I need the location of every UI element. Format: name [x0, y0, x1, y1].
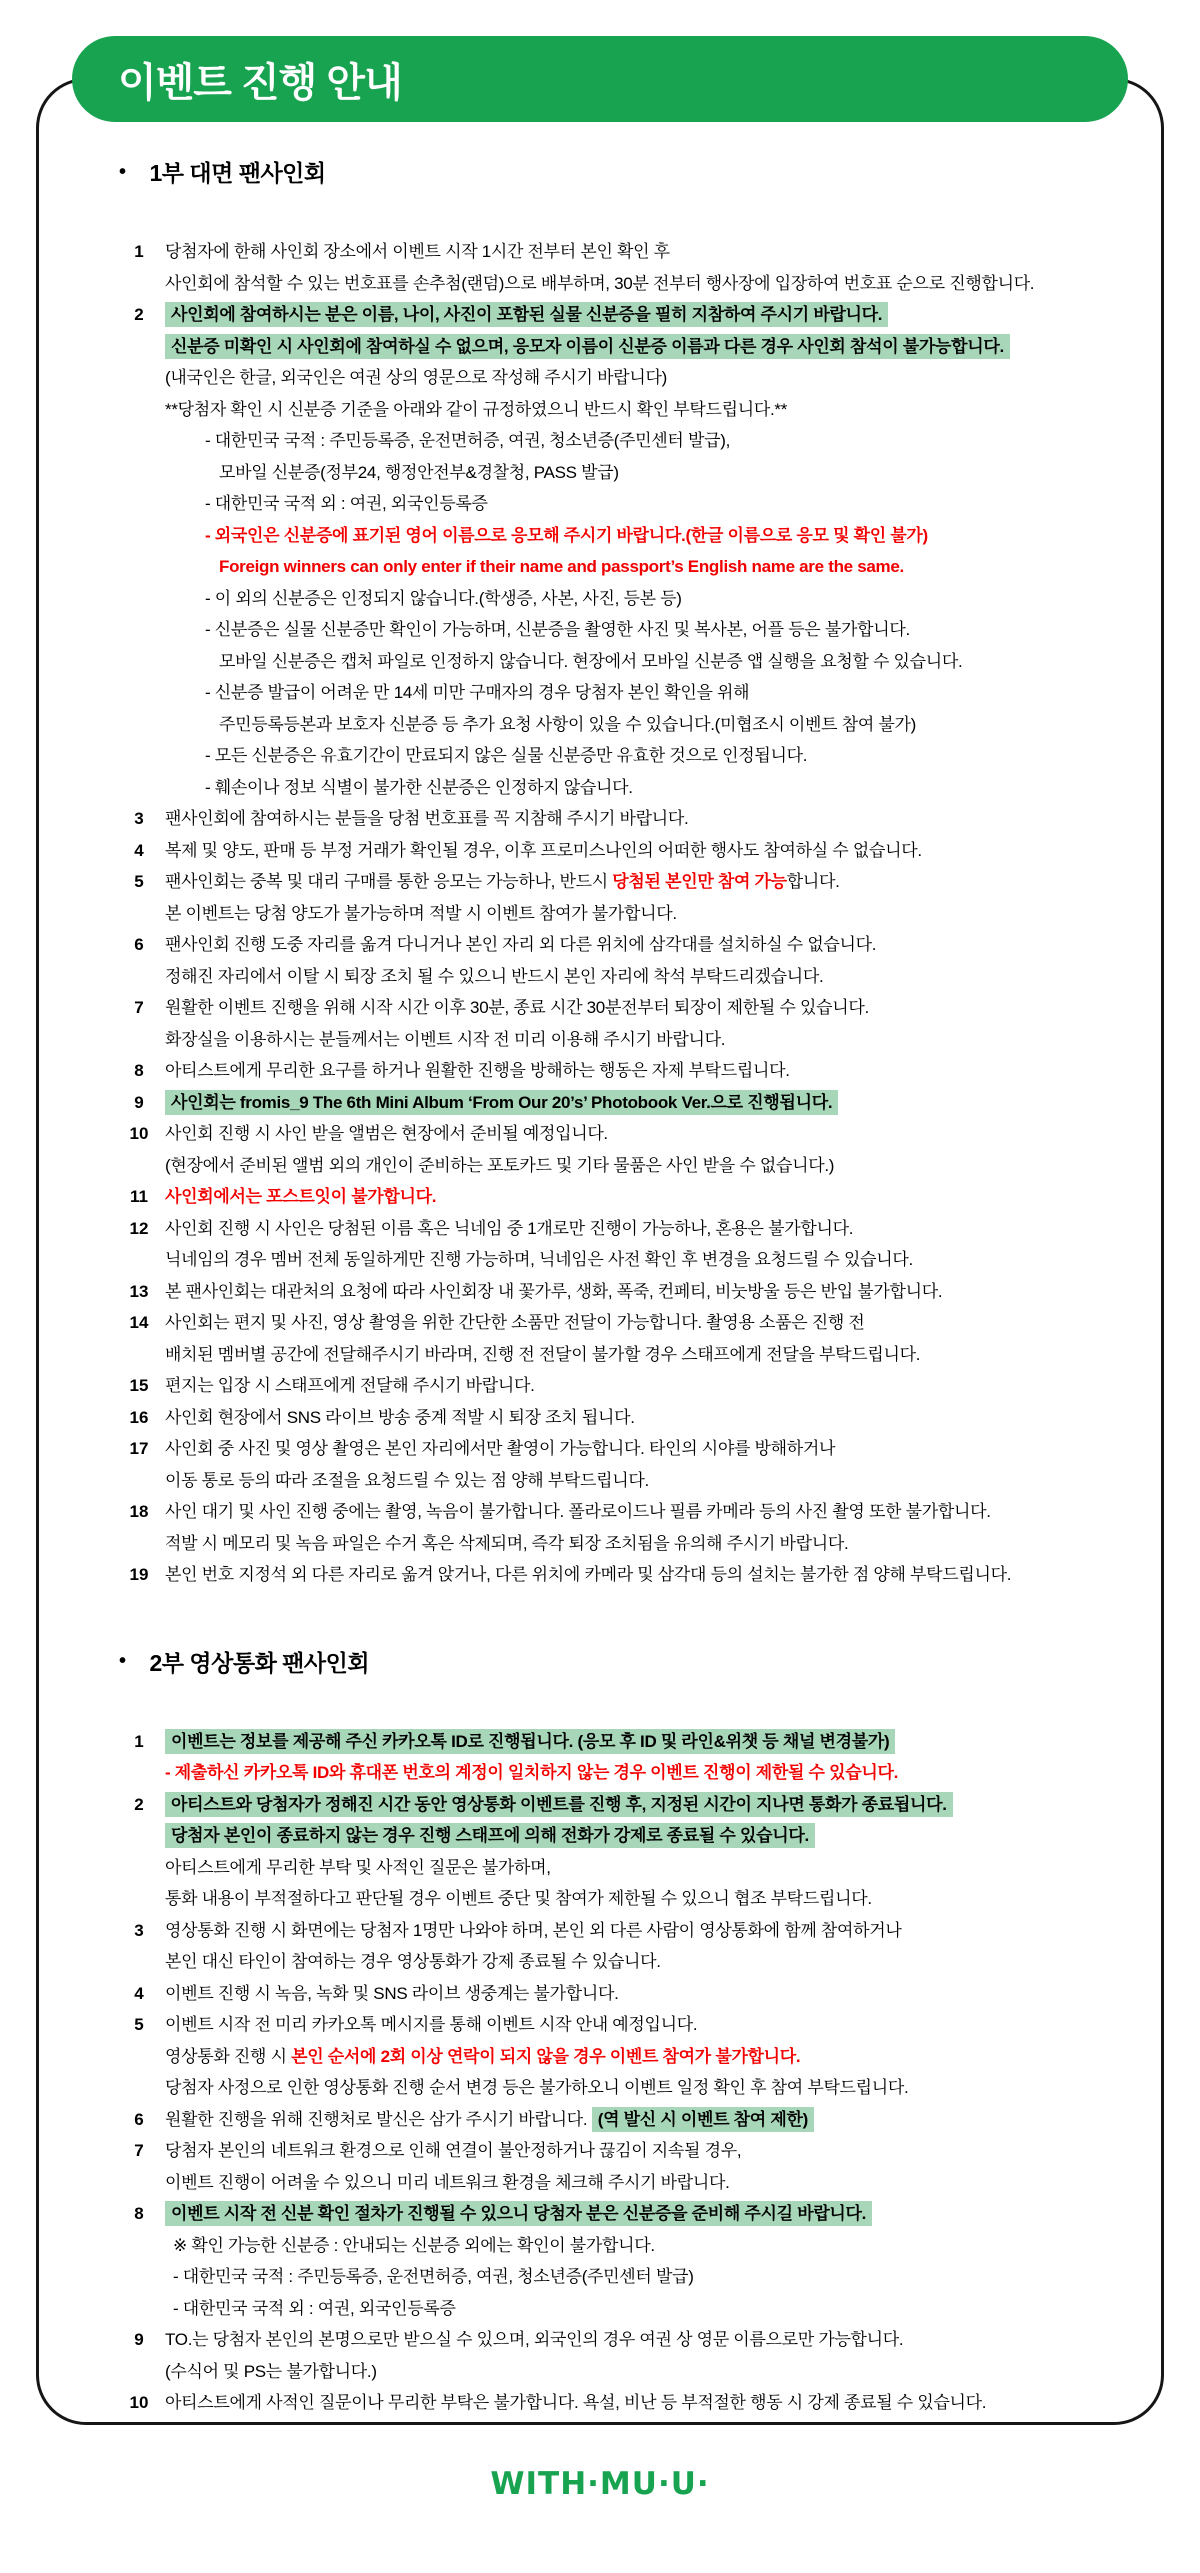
text-line — [165, 2104, 1127, 2136]
text-line — [165, 488, 1127, 520]
item-number: 14 — [129, 1313, 149, 1332]
text-line — [165, 520, 1127, 552]
item-number: 7 — [134, 2141, 144, 2160]
item-number: 12 — [129, 1218, 149, 1238]
text-run: 사인회 진행 시 사인 받을 앨범은 현장에서 준비될 예정입니다. — [165, 1124, 608, 1143]
text-line — [165, 1339, 1127, 1371]
footer — [0, 2466, 1200, 2502]
warning-text: Foreign winners can only enter if their name and passport’s English name are the same. — [219, 557, 904, 576]
text-run: 아티스트에게 무리한 요구를 하거나 원활한 진행을 방해하는 행동은 자제 부탁드립니다. — [165, 1061, 790, 1080]
text-line — [165, 2009, 1127, 2041]
sections-container — [119, 155, 1127, 2419]
highlighted-text: 아티스트와 당첨자가 정해진 시간 동안 영상통화 이벤트를 진행 후, 지정된 시간이 지나면 통화가 종료됩니다. — [165, 1792, 953, 1817]
text-line — [165, 1433, 1127, 1465]
list-item — [119, 1055, 1127, 1087]
text-line — [165, 2135, 1127, 2167]
item-lines — [159, 866, 1127, 929]
item-number: 8 — [134, 2204, 144, 2223]
text-run: 본인 대신 타인이 참여하는 경우 영상통화가 강제 종료될 수 있습니다. — [165, 1952, 661, 1971]
text-line — [165, 1852, 1127, 1884]
item-number: 3 — [134, 809, 144, 828]
list-item — [119, 835, 1127, 867]
text-run: 주민등록등본과 보호자 신분증 등 추가 요청 사항이 있을 수 있습니다.(미협조시 이벤트 참여 불가) — [219, 714, 916, 734]
text-line — [165, 2230, 1127, 2262]
text-line — [165, 1528, 1127, 1560]
list-item — [119, 1307, 1127, 1370]
item-lines — [159, 236, 1127, 299]
text-line — [165, 2167, 1127, 2199]
text-line — [165, 457, 1127, 489]
text-line — [165, 1789, 1127, 1821]
text-line — [165, 268, 1127, 300]
item-number: 2 — [134, 1794, 144, 1814]
text-line — [165, 898, 1127, 930]
text-line — [165, 362, 1127, 394]
text-run: - 대한민국 국적 : 주민등록증, 운전면허증, 여권, 청소년증(주민센터 발급) — [173, 2267, 694, 2286]
list-item — [119, 2324, 1127, 2387]
item-lines — [159, 1181, 1127, 1213]
text-line — [165, 425, 1127, 457]
section-title — [119, 155, 1127, 188]
item-number: 1 — [134, 242, 144, 261]
item-lines — [159, 803, 1127, 835]
list-item — [119, 1213, 1127, 1276]
item-lines — [159, 1496, 1127, 1559]
page-title: 이벤트 진행 안내 — [118, 60, 402, 105]
text-line — [165, 803, 1127, 835]
text-run: - 신분증은 실물 신분증만 확인이 가능하며, 신분증을 촬영한 사진 및 복사본, 어플 등은 불가합니다. — [205, 620, 910, 639]
text-run: 모바일 신분증은 캡처 파일로 인정하지 않습니다. 현장에서 모바일 신분증 앱 실행을 요청할 수 있습니다. — [219, 651, 963, 671]
text-run: 사인회 현장에서 SNS 라이브 방송 중계 적발 시 퇴장 조치 됩니다. — [165, 1407, 635, 1427]
item-number: 10 — [129, 2393, 149, 2412]
text-line — [165, 1181, 1127, 1213]
list-item — [119, 1915, 1127, 1978]
item-number: 2 — [134, 305, 144, 324]
text-run: - 이 외의 신분증은 인정되지 않습니다.(학생증, 사본, 사진, 등본 등) — [205, 588, 682, 608]
text-run: 당첨자 사정으로 인한 영상통화 진행 순서 변경 등은 불가하오니 이벤트 일정 확인 후 참여 부탁드립니다. — [165, 2078, 909, 2097]
item-number: 1 — [134, 1731, 144, 1751]
text-line — [165, 1402, 1127, 1434]
section-title-text: 1부 대면 팬사인회 — [149, 160, 326, 186]
text-line — [165, 2324, 1127, 2356]
text-line — [165, 1883, 1127, 1915]
highlighted-text: 사인회에 참여하시는 분은 이름, 나이, 사진이 포함된 실물 신분증을 필히 지참하여 주시기 바랍니다. — [165, 302, 888, 327]
list-item — [119, 1559, 1127, 1591]
text-run: 배치된 멤버별 공간에 전달해주시기 바라며, 진행 전 전달이 불가할 경우 스태프에게 전달을 부탁드립니다. — [165, 1344, 921, 1364]
item-number: 3 — [134, 1920, 144, 1940]
item-lines — [159, 299, 1127, 803]
text-line — [165, 1213, 1127, 1245]
text-run: - 훼손이나 정보 식별이 불가한 신분증은 인정하지 않습니다. — [205, 777, 633, 797]
item-lines — [159, 1087, 1127, 1119]
text-run: 편지는 입장 시 스태프에게 전달해 주시기 바랍니다. — [165, 1376, 535, 1395]
text-line — [165, 2356, 1127, 2388]
text-run: 본 팬사인회는 대관처의 요청에 따라 사인회장 내 꽃가루, 생화, 폭죽, 컨페티, 비눗방울 등은 반입 불가합니다. — [165, 1281, 943, 1301]
text-run: 통화 내용이 부적절하다고 판단될 경우 이벤트 중단 및 참여가 제한될 수 있으니 협조 부탁드립니다. — [165, 1889, 872, 1908]
list-item — [119, 1276, 1127, 1308]
text-run: 본인 번호 지정석 외 다른 자리로 옮겨 앉거나, 다른 위치에 카메라 및 삼각대 등의 설치는 불가한 점 양해 부탁드립니다. — [165, 1565, 1012, 1584]
item-lines — [159, 1559, 1127, 1591]
text-line — [165, 1087, 1127, 1119]
text-run: 닉네임의 경우 멤버 전체 동일하게만 진행 가능하며, 닉네임은 사전 확인 후 변경을 요청드릴 수 있습니다. — [165, 1250, 913, 1269]
item-lines — [159, 1055, 1127, 1087]
text-run: 복제 및 양도, 판매 등 부정 거래가 확인될 경우, 이후 프로미스나인의 어떠한 행사도 참여하실 수 없습니다. — [165, 840, 922, 860]
warning-text: 당첨된 본인만 참여 가능 — [612, 872, 787, 891]
text-line — [165, 1244, 1127, 1276]
text-line — [165, 2261, 1127, 2293]
item-lines — [159, 1276, 1127, 1308]
text-run: 팬사인회 진행 도중 자리를 옮겨 다니거나 본인 자리 외 다른 위치에 삼각대를 설치하실 수 없습니다. — [165, 935, 877, 954]
text-line — [165, 236, 1127, 268]
text-line — [165, 1150, 1127, 1182]
item-lines — [159, 1726, 1127, 1789]
highlighted-text: 사인회는 fromis_9 The 6th Mini Album ‘From Our 20’s’ Photobook Ver.으로 진행됩니다. — [165, 1090, 838, 1115]
text-run: 팬사인회에 참여하시는 분들을 당첨 번호표를 꼭 지참해 주시기 바랍니다. — [165, 809, 689, 828]
text-line — [165, 2293, 1127, 2325]
item-number: 11 — [130, 1187, 148, 1206]
text-line — [165, 583, 1127, 615]
text-line — [165, 740, 1127, 772]
item-lines — [159, 929, 1127, 992]
text-line — [165, 614, 1127, 646]
text-line — [165, 1978, 1127, 2010]
list-item — [119, 803, 1127, 835]
text-run: 합니다. — [786, 872, 840, 891]
text-run: - 대한민국 국적 : 주민등록증, 운전면허증, 여권, 청소년증(주민센터 발급), — [205, 431, 730, 450]
item-number: 7 — [134, 998, 144, 1017]
item-lines — [159, 1370, 1127, 1402]
content-box — [36, 78, 1164, 2425]
list-item — [119, 1370, 1127, 1402]
text-run: 당첨자 본인의 네트워크 환경으로 인해 연결이 불안정하거나 끊김이 지속될 경우, — [165, 2141, 742, 2160]
item-lines — [159, 2104, 1127, 2136]
text-line — [165, 1465, 1127, 1497]
text-run: 모바일 신분증(정부24, 행정안전부&경찰청, PASS 발급) — [219, 462, 619, 482]
item-lines — [159, 1433, 1127, 1496]
text-run: 적발 시 메모리 및 녹음 파일은 수거 혹은 삭제되며, 즉각 퇴장 조치됨을 유의해 주시기 바랍니다. — [165, 1533, 849, 1553]
text-run: 아티스트에게 무리한 부탁 및 사적인 질문은 불가하며, — [165, 1857, 551, 1877]
item-lines — [159, 2198, 1127, 2324]
text-line — [165, 1946, 1127, 1978]
text-line — [165, 1559, 1127, 1591]
text-line — [165, 866, 1127, 898]
text-run: 원활한 진행을 위해 진행처로 발신은 삼가 주시기 바랍니다. — [165, 2109, 592, 2129]
list-item — [119, 1433, 1127, 1496]
text-line — [165, 1118, 1127, 1150]
item-number: 6 — [134, 2109, 144, 2129]
item-number: 4 — [134, 840, 144, 860]
text-line — [165, 1496, 1127, 1528]
section-title-text: 2부 영상통화 팬사인회 — [149, 1649, 370, 1676]
list-item — [119, 236, 1127, 299]
item-number: 13 — [129, 1281, 149, 1301]
list-item — [119, 1181, 1127, 1213]
text-run: 당첨자에 한해 사인회 장소에서 이벤트 시작 1시간 전부터 본인 확인 후 — [165, 242, 670, 261]
text-run: 이동 통로 등의 따라 조절을 요청드릴 수 있는 점 양해 부탁드립니다. — [165, 1470, 649, 1490]
text-run: 화장실을 이용하시는 분들께서는 이벤트 시작 전 미리 이용해 주시기 바랍니다. — [165, 1029, 726, 1049]
highlighted-text: 이벤트는 정보를 제공해 주신 카카오톡 ID로 진행됩니다. (응모 후 ID 및 라인&위챗 등 채널 변경불가) — [165, 1729, 895, 1754]
highlighted-text: 이벤트 시작 전 신분 확인 절차가 진행될 수 있으니 당첨자 분은 신분증을 준비해 주시길 바랍니다. — [165, 2201, 872, 2226]
item-lines — [159, 2324, 1127, 2387]
text-line — [165, 299, 1127, 331]
text-line — [165, 2387, 1127, 2419]
list-item — [119, 1496, 1127, 1559]
item-number: 9 — [134, 2330, 144, 2349]
text-run: 팬사인회는 중복 및 대리 구매를 통한 응모는 가능하나, 반드시 — [165, 872, 613, 891]
text-run: - 신분증 발급이 어려운 만 14세 미만 구매자의 경우 당첨자 본인 확인을 위해 — [205, 683, 750, 702]
text-line — [165, 1024, 1127, 1056]
item-lines — [159, 1213, 1127, 1276]
item-lines — [159, 2135, 1127, 2198]
list-item — [119, 1402, 1127, 1434]
item-number: 19 — [129, 1565, 149, 1584]
list-item — [119, 2198, 1127, 2324]
item-lines — [159, 1402, 1127, 1434]
item-lines — [159, 1978, 1127, 2010]
list-item — [119, 1087, 1127, 1119]
text-line — [165, 1915, 1127, 1947]
item-lines — [159, 1789, 1127, 1915]
text-line — [165, 2041, 1127, 2073]
text-line — [165, 929, 1127, 961]
bullet-icon: • — [119, 1650, 126, 1672]
text-line — [165, 331, 1127, 363]
warning-text: 사인회에서는 포스트잇이 불가합니다. — [165, 1187, 437, 1206]
text-run: 영상통화 진행 시 화면에는 당첨자 1명만 나와야 하며, 본인 외 다른 사람이 영상통화에 함께 참여하거나 — [165, 1920, 902, 1940]
list-item — [119, 992, 1127, 1055]
item-number: 4 — [134, 1983, 144, 2003]
text-line — [165, 1726, 1127, 1758]
list-item — [119, 929, 1127, 992]
text-line — [165, 646, 1127, 678]
text-line — [165, 1307, 1127, 1339]
bullet-icon: • — [119, 160, 126, 183]
text-run: 본 이벤트는 당첨 양도가 불가능하며 적발 시 이벤트 참여가 불가합니다. — [165, 903, 677, 923]
item-number: 5 — [134, 872, 144, 891]
text-line — [165, 1276, 1127, 1308]
text-line — [165, 2072, 1127, 2104]
list-item — [119, 1978, 1127, 2010]
text-run: - 대한민국 국적 외 : 여권, 외국인등록증 — [205, 494, 488, 513]
text-run: 이벤트 시작 전 미리 카카오톡 메시지를 통해 이벤트 시작 안내 예정입니다. — [165, 2015, 698, 2034]
text-run: 이벤트 진행이 어려울 수 있으니 미리 네트워크 환경을 체크해 주시기 바랍니다. — [165, 2172, 730, 2192]
text-run: ※ 확인 가능한 신분증 : 안내되는 신분증 외에는 확인이 불가합니다. — [173, 2235, 655, 2255]
item-number: 10 — [129, 1124, 149, 1143]
item-lines — [159, 2009, 1127, 2104]
text-line — [165, 835, 1127, 867]
text-run: TO.는 당첨자 본인의 본명으로만 받으실 수 있으며, 외국인의 경우 여권 상 영문 이름으로만 가능합니다. — [165, 2330, 904, 2349]
item-number: 17 — [129, 1439, 149, 1458]
list-item — [119, 2135, 1127, 2198]
text-run: 아티스트에게 사적인 질문이나 무리한 부탁은 불가합니다. 욕설, 비난 등 부적절한 행동 시 강제 종료될 수 있습니다. — [165, 2393, 987, 2412]
highlighted-text: (역 발신 시 이벤트 참여 제한) — [592, 2107, 814, 2132]
item-lines — [159, 1915, 1127, 1978]
text-line — [165, 677, 1127, 709]
item-number: 8 — [134, 1061, 144, 1080]
text-run: 사인회는 편지 및 사진, 영상 촬영을 위한 간단한 소품만 전달이 가능합니다. 촬영용 소품은 진행 전 — [165, 1313, 865, 1332]
text-run: 사인회 진행 시 사인은 당첨된 이름 혹은 닉네임 중 1개로만 진행이 가능하나, 혼용은 불가합니다. — [165, 1218, 854, 1238]
text-line — [165, 551, 1127, 583]
item-lines — [159, 2387, 1127, 2419]
page-title-banner — [72, 36, 1128, 122]
section-1 — [119, 155, 1127, 1591]
text-run: 영상통화 진행 시 — [165, 2046, 292, 2066]
item-number: 16 — [129, 1407, 149, 1427]
text-run: 사인회 중 사진 및 영상 촬영은 본인 자리에서만 촬영이 가능합니다. 타인의 시야를 방해하거나 — [165, 1439, 836, 1458]
text-run: 사인 대기 및 사인 진행 중에는 촬영, 녹음이 불가합니다. 폴라로이드나 필름 카메라 등의 사진 촬영 또한 불가합니다. — [165, 1502, 991, 1521]
text-run: - 모든 신분증은 유효기간이 만료되지 않은 실물 신분증만 유효한 것으로 인정됩니다. — [205, 746, 808, 765]
list-item — [119, 299, 1127, 803]
warning-text: - 외국인은 신분증에 표기된 영어 이름으로 응모해 주시기 바랍니다.(한글 이름으로 응모 및 확인 불가) — [205, 525, 928, 545]
text-line — [165, 1757, 1127, 1789]
list-item — [119, 866, 1127, 929]
item-lines — [159, 1118, 1127, 1181]
text-line — [165, 394, 1127, 426]
list-item — [119, 2387, 1127, 2419]
text-line — [165, 1370, 1127, 1402]
text-line — [165, 2198, 1127, 2230]
item-number: 9 — [134, 1092, 144, 1112]
section-title — [119, 1645, 1127, 1678]
item-number: 5 — [134, 2015, 144, 2034]
withmuu-logo: WITH·MU·U· — [490, 2466, 710, 2502]
item-number: 15 — [129, 1376, 149, 1395]
item-number: 18 — [129, 1502, 149, 1521]
warning-text: - 제출하신 카카오톡 ID와 휴대폰 번호의 계정이 일치하지 않는 경우 이벤트 진행이 제한될 수 있습니다. — [165, 1763, 898, 1782]
text-run: (내국인은 한글, 외국인은 여권 상의 영문으로 작성해 주시기 바랍니다) — [165, 368, 667, 387]
text-run: (현장에서 준비된 앨범 외의 개인이 준비하는 포토카드 및 기타 물품은 사인 받을 수 없습니다.) — [165, 1155, 835, 1175]
text-run: (수식어 및 PS는 불가합니다.) — [165, 2361, 377, 2381]
text-run: - 대한민국 국적 외 : 여권, 외국인등록증 — [173, 2298, 456, 2318]
text-line — [165, 709, 1127, 741]
list-item — [119, 1118, 1127, 1181]
item-lines — [159, 1307, 1127, 1370]
text-run: 원활한 이벤트 진행을 위해 시작 시간 이후 30분, 종료 시간 30분전부터 퇴장이 제한될 수 있습니다. — [165, 998, 869, 1017]
warning-text: 본인 순서에 2회 이상 연락이 되지 않을 경우 이벤트 참여가 불가합니다. — [291, 2046, 801, 2066]
text-line — [165, 1055, 1127, 1087]
text-run: 이벤트 진행 시 녹음, 녹화 및 SNS 라이브 생중계는 불가합니다. — [165, 1983, 619, 2003]
highlighted-text: 당첨자 본인이 종료하지 않는 경우 진행 스태프에 의해 전화가 강제로 종료될 수 있습니다. — [165, 1823, 815, 1848]
text-line — [165, 992, 1127, 1024]
list-item — [119, 1789, 1127, 1915]
section-2 — [119, 1645, 1127, 2419]
text-line — [165, 1820, 1127, 1852]
list-item — [119, 1726, 1127, 1789]
text-run: **당첨자 확인 시 신분증 기준을 아래와 같이 규정하였으니 반드시 확인 부탁드립니다.** — [165, 399, 788, 419]
item-lines — [159, 835, 1127, 867]
item-lines — [159, 992, 1127, 1055]
text-run: 사인회에 참석할 수 있는 번호표를 손추첨(랜덤)으로 배부하며, 30분 전부터 행사장에 입장하여 번호표 순으로 진행합니다. — [165, 273, 1035, 293]
highlighted-text: 신분증 미확인 시 사인회에 참여하실 수 없으며, 응모자 이름이 신분증 이름과 다른 경우 사인회 참석이 불가능합니다. — [165, 334, 1010, 359]
list-item — [119, 2104, 1127, 2136]
list-item — [119, 2009, 1127, 2104]
text-run: 정해진 자리에서 이탈 시 퇴장 조치 될 수 있으니 반드시 본인 자리에 착석 부탁드리겠습니다. — [165, 966, 824, 986]
item-number: 6 — [134, 935, 144, 954]
text-line — [165, 772, 1127, 804]
text-line — [165, 961, 1127, 993]
